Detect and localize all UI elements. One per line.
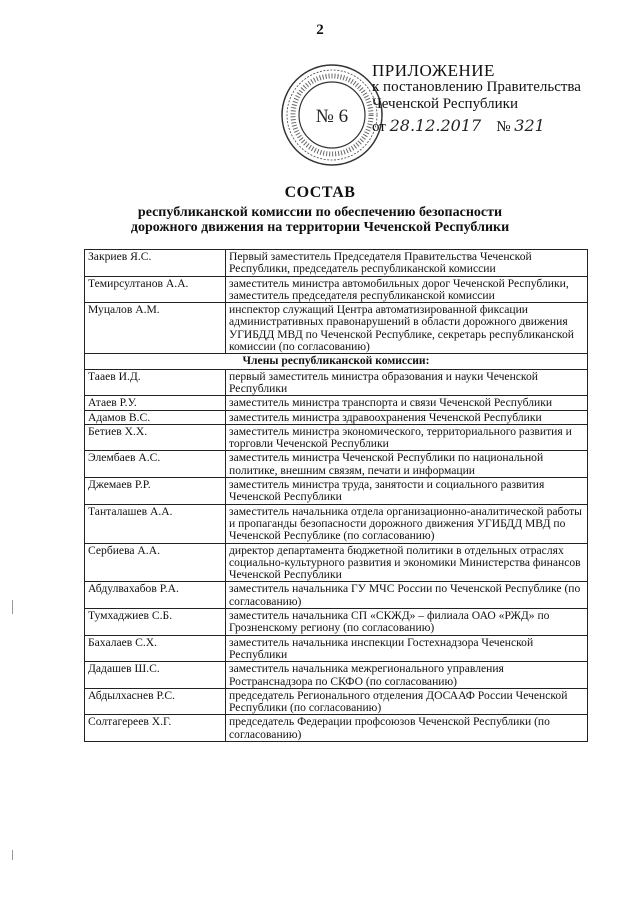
member-position: заместитель начальника ГУ МЧС России по Чеченской Республике (по согласованию) xyxy=(226,582,588,609)
member-position: директор департамента бюджетной политики в отдельных отраслях социально-культурного развития и экономики Министерства финансов Чеченской Республики xyxy=(226,543,588,582)
member-name: Элембаев А.С. xyxy=(85,451,226,478)
member-name: Закриев Я.С. xyxy=(85,250,226,277)
page-number: 2 xyxy=(316,22,324,38)
member-name: Сербиева А.А. xyxy=(85,543,226,582)
table-row xyxy=(85,504,588,543)
handwritten-number: 321 xyxy=(514,116,545,135)
member-position: председатель Федерации профсоюзов Чеченской Республики (по согласованию) xyxy=(226,715,588,742)
table-row xyxy=(85,543,588,582)
table-row xyxy=(85,609,588,636)
table-row xyxy=(85,635,588,662)
appendix-title: ПРИЛОЖЕНИЕ xyxy=(372,61,495,80)
table-row xyxy=(85,688,588,715)
member-position: заместитель министра автомобильных дорог Чеченской Республики, заместитель председателя республиканской комиссии xyxy=(226,276,588,303)
member-position: заместитель начальника СП «СКЖД» – филиала ОАО «РЖД» по Грозненскому региону (по согласованию) xyxy=(226,609,588,636)
document-subheading: республиканской комиссии по обеспечению безопасности дорожного движения на территории Чеченской Республики xyxy=(130,205,510,235)
member-position: заместитель министра Чеченской Республики по национальной политике, внешним связям, печати и информации xyxy=(226,451,588,478)
member-name: Адамов В.С. xyxy=(85,410,226,424)
member-name: Атаев Р.У. xyxy=(85,396,226,410)
table-row xyxy=(85,369,588,396)
member-name: Бахалаев С.Х. xyxy=(85,635,226,662)
table-row xyxy=(85,662,588,689)
member-name: Тумхаджиев С.Б. xyxy=(85,609,226,636)
member-position: первый заместитель министра образования и науки Чеченской Республики xyxy=(226,369,588,396)
member-name: Джемаев Р.Р. xyxy=(85,478,226,505)
member-position: заместитель министра транспорта и связи Чеченской Республики xyxy=(226,396,588,410)
appendix-line-1: к постановлению Правительства xyxy=(372,79,581,95)
table-row xyxy=(85,478,588,505)
date-prefix: от xyxy=(372,119,386,135)
section-row xyxy=(85,354,588,369)
official-stamp xyxy=(278,62,386,168)
table-row xyxy=(85,276,588,303)
member-name: Дадашев Ш.С. xyxy=(85,662,226,689)
member-name: Абдылхаснев Р.С. xyxy=(85,688,226,715)
member-name: Темирсултанов А.А. xyxy=(85,276,226,303)
table-row xyxy=(85,582,588,609)
member-name: Тааев И.Д. xyxy=(85,369,226,396)
member-position: председатель Регионального отделения ДОСААФ России Чеченской Республики (по согласованию) xyxy=(226,688,588,715)
document-heading: СОСТАВ xyxy=(284,184,356,201)
appendix-line-2: Чеченской Республики xyxy=(372,96,518,112)
members-section-header: Члены республиканской комиссии: xyxy=(85,354,588,369)
handwritten-date: 28.12.2017 xyxy=(389,116,482,135)
member-name: Бетиев Х.Х. xyxy=(85,424,226,451)
member-position: заместитель начальника инспекции Гостехнадзора Чеченской Республики xyxy=(226,635,588,662)
margin-mark xyxy=(12,600,13,614)
member-position: Первый заместитель Председателя Правительства Чеченской Республики, председатель республиканской комиссии xyxy=(226,250,588,277)
table-row xyxy=(85,250,588,277)
member-position: заместитель начальника отдела организационно-аналитической работы и пропаганды безопасности дорожного движения УГИБДД МВД по Чеченской Республике (по согласованию) xyxy=(226,504,588,543)
appendix-block xyxy=(372,62,581,136)
table-row xyxy=(85,424,588,451)
table-row xyxy=(85,303,588,354)
table-row xyxy=(85,396,588,410)
appendix-date-line xyxy=(372,117,581,136)
member-name: Муцалов А.М. xyxy=(85,303,226,354)
table-row xyxy=(85,410,588,424)
table-row xyxy=(85,451,588,478)
member-position: инспектор служащий Центра автоматизированной фиксации административных правонарушений в области дорожного движения УГИБДД МВД по Чеченской Республике, секретарь республиканской комиссии (по согласованию) xyxy=(226,303,588,354)
stamp-number: № 6 xyxy=(315,106,349,127)
number-prefix: № xyxy=(496,119,511,135)
member-name: Танталашев А.А. xyxy=(85,504,226,543)
member-name: Абдулвахабов Р.А. xyxy=(85,582,226,609)
member-position: заместитель начальника межрегионального управления Ространснадзора по СКФО (по согласованию) xyxy=(226,662,588,689)
member-position: заместитель министра экономического, территориального развития и торговли Чеченской Республики xyxy=(226,424,588,451)
member-position: заместитель министра здравоохранения Чеченской Республики xyxy=(226,410,588,424)
commission-table xyxy=(84,249,588,742)
margin-mark xyxy=(12,850,13,860)
table-row xyxy=(85,715,588,742)
member-position: заместитель министра труда, занятости и социального развития Чеченской Республики xyxy=(226,478,588,505)
member-name: Солтагереев Х.Г. xyxy=(85,715,226,742)
